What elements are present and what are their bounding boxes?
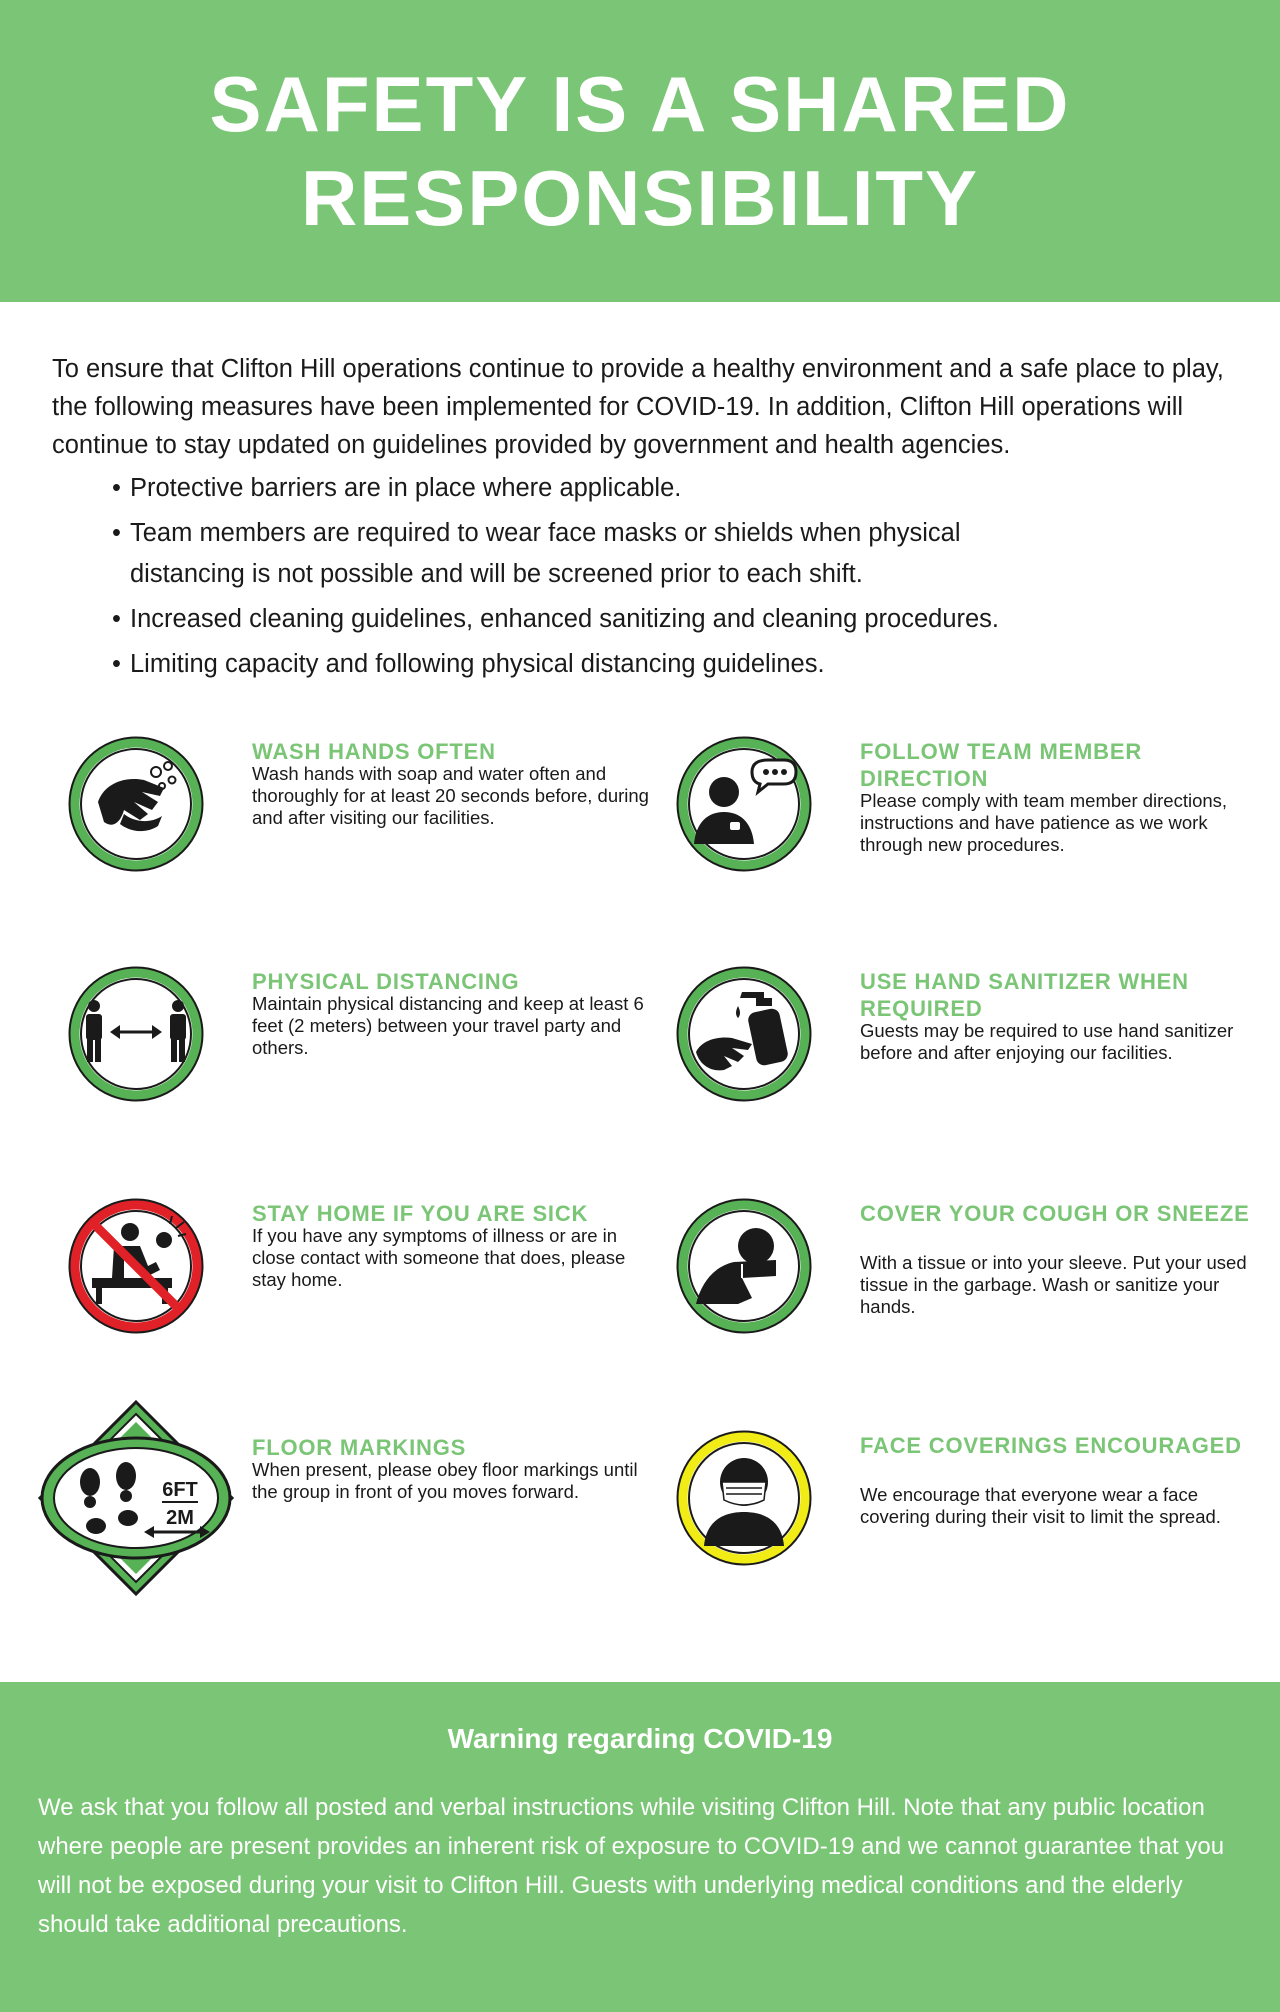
wash-hands-icon — [64, 732, 208, 876]
measure-title: FACE COVERINGS ENCOURAGED — [860, 1433, 1242, 1458]
floor-marking-meters-label: 2M — [166, 1507, 194, 1529]
measure-floor-markings — [38, 1400, 638, 1580]
physical-distancing-icon — [64, 962, 208, 1106]
list-item: • Increased cleaning guidelines, enhanced sanitizing and cleaning procedures. — [112, 605, 1000, 633]
list-item: • Limiting capacity and following physical distancing guidelines. — [112, 650, 825, 678]
floor-marking-feet-label: 6FT — [162, 1479, 198, 1501]
header-banner — [0, 0, 1280, 302]
measure-description: Wash hands with soap and water often and thoroughly for at least 20 seconds before, during and after visiting our facilities. — [252, 763, 649, 828]
warning-title: Warning regarding COVID-19 — [447, 1723, 833, 1754]
measure-description: With a tissue or into your sleeve. Put your used tissue in the garbage. Wash or sanitize your hands. — [860, 1252, 1247, 1317]
list-item: • Protective barriers are in place where applicable. — [112, 474, 682, 502]
measure-title: COVER YOUR COUGH OR SNEEZE — [860, 1201, 1250, 1226]
measure-description: Guests may be required to use hand sanitizer before and after enjoying our facilities. — [860, 1020, 1234, 1063]
intro-paragraph: To ensure that Clifton Hill operations continue to provide a healthy environment and a safe place to play, the following measures have been implemented for COVID-19. In addition, Clifton Hill operations will continue to stay updated on guidelines provided by government and health agencies. — [52, 355, 1224, 459]
measure-cough-sneeze — [672, 1194, 1272, 1374]
measure-hand-sanitizer — [672, 962, 1272, 1142]
measure-description: Maintain physical distancing and keep at least 6 feet (2 meters) between your travel party and others. — [252, 993, 644, 1058]
cough-sneeze-icon — [672, 1194, 816, 1338]
measure-team-member — [672, 732, 1272, 912]
measure-physical-distancing — [64, 962, 664, 1142]
measure-description: When present, please obey floor markings until the group in front of you moves forward. — [252, 1459, 638, 1502]
page-title: SAFETY IS A SHARED RESPONSIBILITY — [209, 60, 1071, 242]
measure-title: FLOOR MARKINGS — [252, 1435, 467, 1460]
measure-title: PHYSICAL DISTANCING — [252, 969, 520, 994]
measure-description: Please comply with team member directions, instructions and have patience as we work through new procedures. — [860, 790, 1228, 855]
hand-sanitizer-icon — [672, 962, 816, 1106]
intro-section — [52, 350, 1252, 689]
measure-title: USE HAND SANITIZER WHEN REQUIRED — [860, 969, 1189, 1021]
measure-description: We encourage that everyone wear a face covering during their visit to limit the spread. — [860, 1484, 1221, 1527]
warning-footer — [0, 1682, 1280, 2012]
stay-home-icon — [64, 1194, 208, 1338]
measure-description: If you have any symptoms of illness or are in close contact with someone that does, please stay home. — [252, 1225, 626, 1290]
face-covering-icon — [672, 1426, 816, 1570]
measure-title: STAY HOME IF YOU ARE SICK — [252, 1201, 589, 1226]
measures-list — [52, 468, 1252, 685]
floor-markings-icon — [38, 1400, 234, 1596]
team-member-icon — [672, 732, 816, 876]
measure-title: WASH HANDS OFTEN — [252, 739, 496, 764]
warning-text: We ask that you follow all posted and verbal instructions while visiting Clifton Hill. Note that any public location where people are present provides an inherent risk of exposure to COVID-19 and we cannot guarantee that you will not be exposed during your visit to Clifton Hill. Guests with underlying medical conditions and the elderly should take additional precautions. — [38, 1794, 1225, 1938]
measure-stay-home — [64, 1194, 664, 1374]
list-item: • Team members are required to wear face masks or shields when physical distancing is not possible and will be screened prior to each shift. — [112, 519, 961, 588]
measure-wash-hands — [64, 732, 664, 912]
measure-face-covering — [672, 1426, 1272, 1606]
measure-title: FOLLOW TEAM MEMBER DIRECTION — [860, 739, 1143, 791]
